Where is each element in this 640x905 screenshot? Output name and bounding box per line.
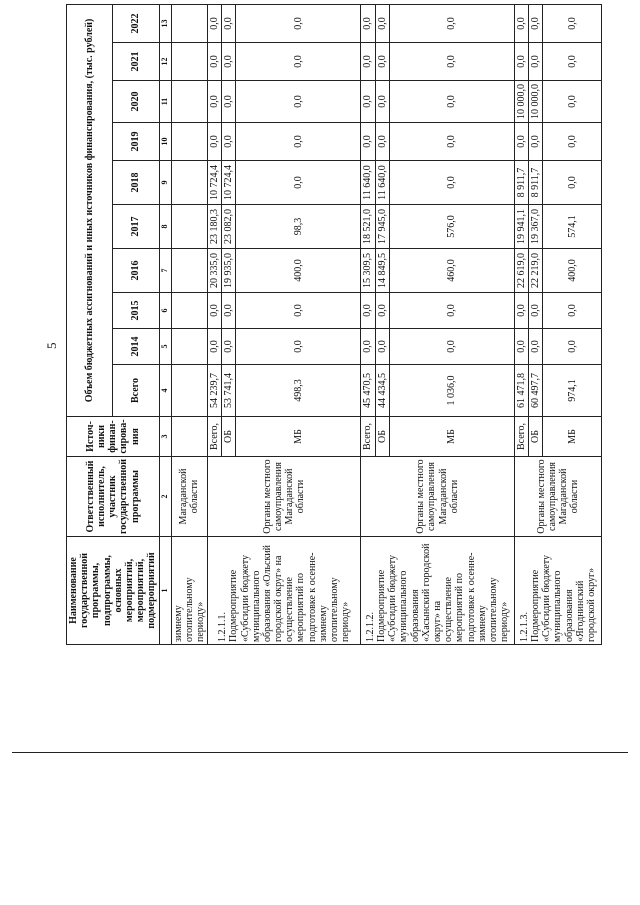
empty-cell xyxy=(171,329,208,365)
empty-cell xyxy=(171,293,208,329)
row-value: 0,0 xyxy=(514,293,528,329)
row-value: 400,0 xyxy=(236,249,361,293)
row-value: 0,0 xyxy=(208,4,222,42)
empty-cell xyxy=(171,417,208,457)
empty-cell xyxy=(171,123,208,161)
row-value: 22 219,0 xyxy=(529,249,543,293)
row-name: 1.2.1.1. Подмероприятие «Субсидии бюджету муниципального образования «Ольский городской округ» на осуществление мероприятий по подготовке к осенне-зимнему отопительному периоду» xyxy=(208,537,361,645)
row-value: 0,0 xyxy=(375,329,389,365)
row-value: 15 309,5 xyxy=(361,249,375,293)
row-value: 0,0 xyxy=(361,123,375,161)
row-name: зимнему отопительному периоду» xyxy=(171,537,208,645)
row-value: 0,0 xyxy=(529,293,543,329)
row-value: 0,0 xyxy=(208,43,222,81)
row-value: 0,0 xyxy=(361,43,375,81)
horizontal-rule xyxy=(12,752,628,753)
row-value: 0,0 xyxy=(236,43,361,81)
row-value: 974,1 xyxy=(543,365,602,417)
row-value: 400,0 xyxy=(543,249,602,293)
column-number: 4 xyxy=(159,365,171,417)
row-value: 0,0 xyxy=(222,123,236,161)
empty-cell xyxy=(171,43,208,81)
row-value: 19 367,0 xyxy=(529,205,543,249)
row-value: 98,3 xyxy=(236,205,361,249)
row-value: 0,0 xyxy=(389,161,514,205)
row-responsible: Органы местного самоуправления Магаданской области xyxy=(361,457,514,537)
row-value: 11 640,0 xyxy=(361,161,375,205)
row-value: 0,0 xyxy=(236,81,361,123)
table-row xyxy=(514,4,528,644)
header-year: 2016 xyxy=(113,249,159,293)
row-value: 0,0 xyxy=(543,329,602,365)
row-responsible: Органы местного самоуправления Магаданской области xyxy=(208,457,361,537)
row-value: 460,0 xyxy=(389,249,514,293)
column-number: 1 xyxy=(159,537,171,645)
empty-cell xyxy=(171,161,208,205)
column-number: 13 xyxy=(159,4,171,42)
row-name: 1.2.1.2. Подмероприятие «Субсидии бюджету муниципального образования «Хасынский городской округ» на осуществление мероприятий по подготовке к осенне-зимнему отопительному периоду» xyxy=(361,537,514,645)
column-number: 12 xyxy=(159,43,171,81)
row-value: 53 741,4 xyxy=(222,365,236,417)
empty-cell xyxy=(171,81,208,123)
row-value: 17 945,0 xyxy=(375,205,389,249)
row-value: 0,0 xyxy=(514,43,528,81)
row-source: ОБ xyxy=(375,417,389,457)
row-value: 0,0 xyxy=(543,161,602,205)
row-value: 0,0 xyxy=(236,123,361,161)
row-value: 0,0 xyxy=(543,123,602,161)
column-number: 5 xyxy=(159,329,171,365)
table-row xyxy=(171,4,208,644)
row-value: 0,0 xyxy=(361,329,375,365)
row-value: 10 000,0 xyxy=(514,81,528,123)
row-value: 19 935,0 xyxy=(222,249,236,293)
row-value: 1 036,0 xyxy=(389,365,514,417)
row-value: 0,0 xyxy=(208,123,222,161)
row-value: 45 470,5 xyxy=(361,365,375,417)
column-number: 7 xyxy=(159,249,171,293)
row-value: 10 724,4 xyxy=(222,161,236,205)
row-value: 0,0 xyxy=(389,293,514,329)
row-value: 0,0 xyxy=(543,293,602,329)
row-value: 60 497,7 xyxy=(529,365,543,417)
row-value: 0,0 xyxy=(236,4,361,42)
row-source: Всего, xyxy=(361,417,375,457)
row-responsible: Магаданской области xyxy=(171,457,208,537)
row-value: 8 911,7 xyxy=(529,161,543,205)
rotated-table-container xyxy=(66,5,610,645)
header-year: 2018 xyxy=(113,161,159,205)
row-value: 0,0 xyxy=(222,4,236,42)
row-value: 0,0 xyxy=(389,123,514,161)
header-row xyxy=(67,4,113,644)
row-value: 18 521,0 xyxy=(361,205,375,249)
row-value: 0,0 xyxy=(389,43,514,81)
column-number: 8 xyxy=(159,205,171,249)
row-source: Всего, xyxy=(514,417,528,457)
row-value: 0,0 xyxy=(361,4,375,42)
row-value: 8 911,7 xyxy=(514,161,528,205)
header-year: 2022 xyxy=(113,4,159,42)
column-number-row xyxy=(159,4,171,644)
row-value: 0,0 xyxy=(389,81,514,123)
row-value: 0,0 xyxy=(375,43,389,81)
row-value: 0,0 xyxy=(208,329,222,365)
row-source: МБ xyxy=(236,417,361,457)
column-number: 3 xyxy=(159,417,171,457)
row-value: 0,0 xyxy=(514,123,528,161)
page-number: 5 xyxy=(44,342,59,349)
row-value: 0,0 xyxy=(514,4,528,42)
row-value: 0,0 xyxy=(236,293,361,329)
row-name: 1.2.1.3. Подмероприятие «Субсидии бюджету муниципального образования «Ягоднинский городской округ» xyxy=(514,537,601,645)
header-year: 2021 xyxy=(113,43,159,81)
row-value: 10 724,4 xyxy=(208,161,222,205)
row-source: ОБ xyxy=(529,417,543,457)
row-value: 0,0 xyxy=(529,4,543,42)
row-value: 0,0 xyxy=(514,329,528,365)
row-value: 0,0 xyxy=(529,123,543,161)
row-value: 0,0 xyxy=(222,81,236,123)
header-year: 2017 xyxy=(113,205,159,249)
row-value: 20 335,0 xyxy=(208,249,222,293)
empty-cell xyxy=(171,4,208,42)
row-source: МБ xyxy=(543,417,602,457)
row-value: 0,0 xyxy=(236,329,361,365)
column-number: 6 xyxy=(159,293,171,329)
row-source: ОБ xyxy=(222,417,236,457)
row-value: 0,0 xyxy=(208,293,222,329)
row-value: 0,0 xyxy=(375,293,389,329)
row-value: 0,0 xyxy=(222,329,236,365)
row-source: Всего, xyxy=(208,417,222,457)
row-value: 44 434,5 xyxy=(375,365,389,417)
row-value: 0,0 xyxy=(222,293,236,329)
row-value: 11 640,0 xyxy=(375,161,389,205)
empty-cell xyxy=(171,205,208,249)
row-value: 0,0 xyxy=(375,4,389,42)
funding-table xyxy=(66,4,602,645)
row-value: 0,0 xyxy=(236,161,361,205)
row-value: 0,0 xyxy=(529,43,543,81)
empty-cell xyxy=(171,365,208,417)
row-value: 0,0 xyxy=(389,329,514,365)
row-value: 0,0 xyxy=(543,43,602,81)
header-year: 2015 xyxy=(113,293,159,329)
empty-cell xyxy=(171,249,208,293)
row-value: 0,0 xyxy=(375,81,389,123)
row-value: 0,0 xyxy=(543,81,602,123)
row-value: 54 239,7 xyxy=(208,365,222,417)
row-value: 0,0 xyxy=(208,81,222,123)
row-value: 14 849,5 xyxy=(375,249,389,293)
row-value: 0,0 xyxy=(361,293,375,329)
header-year: 2019 xyxy=(113,123,159,161)
row-value: 0,0 xyxy=(375,123,389,161)
row-value: 19 941,1 xyxy=(514,205,528,249)
header-year: Всего xyxy=(113,365,159,417)
header-funding-group: Объем бюджетных ассигнований и иных источников финансирования, (тыс. рублей) xyxy=(67,4,113,416)
row-value: 576,0 xyxy=(389,205,514,249)
header-year: 2020 xyxy=(113,81,159,123)
row-value: 0,0 xyxy=(529,329,543,365)
row-value: 574,1 xyxy=(543,205,602,249)
header-year: 2014 xyxy=(113,329,159,365)
column-number: 10 xyxy=(159,123,171,161)
row-responsible: Органы местного самоуправления Магаданской области xyxy=(514,457,601,537)
column-number: 2 xyxy=(159,457,171,537)
column-number: 11 xyxy=(159,81,171,123)
row-value: 0,0 xyxy=(389,4,514,42)
header-name: Наименование государственной программы, подпрограммы, основных мероприятий, мероприятий, подмероприятий xyxy=(67,537,160,645)
row-value: 0,0 xyxy=(361,81,375,123)
table-row xyxy=(208,4,222,644)
table-row xyxy=(361,4,375,644)
column-number: 9 xyxy=(159,161,171,205)
row-value: 61 471,8 xyxy=(514,365,528,417)
header-source: Источ-ники финан-сирова-ния xyxy=(67,417,160,457)
row-value: 23 082,0 xyxy=(222,205,236,249)
row-value: 23 180,3 xyxy=(208,205,222,249)
header-responsible: Ответственный исполнитель, участник государственной программы xyxy=(67,457,160,537)
row-value: 22 619,0 xyxy=(514,249,528,293)
row-value: 0,0 xyxy=(222,43,236,81)
row-value: 0,0 xyxy=(543,4,602,42)
row-source: МБ xyxy=(389,417,514,457)
row-value: 10 000,0 xyxy=(529,81,543,123)
row-value: 498,3 xyxy=(236,365,361,417)
